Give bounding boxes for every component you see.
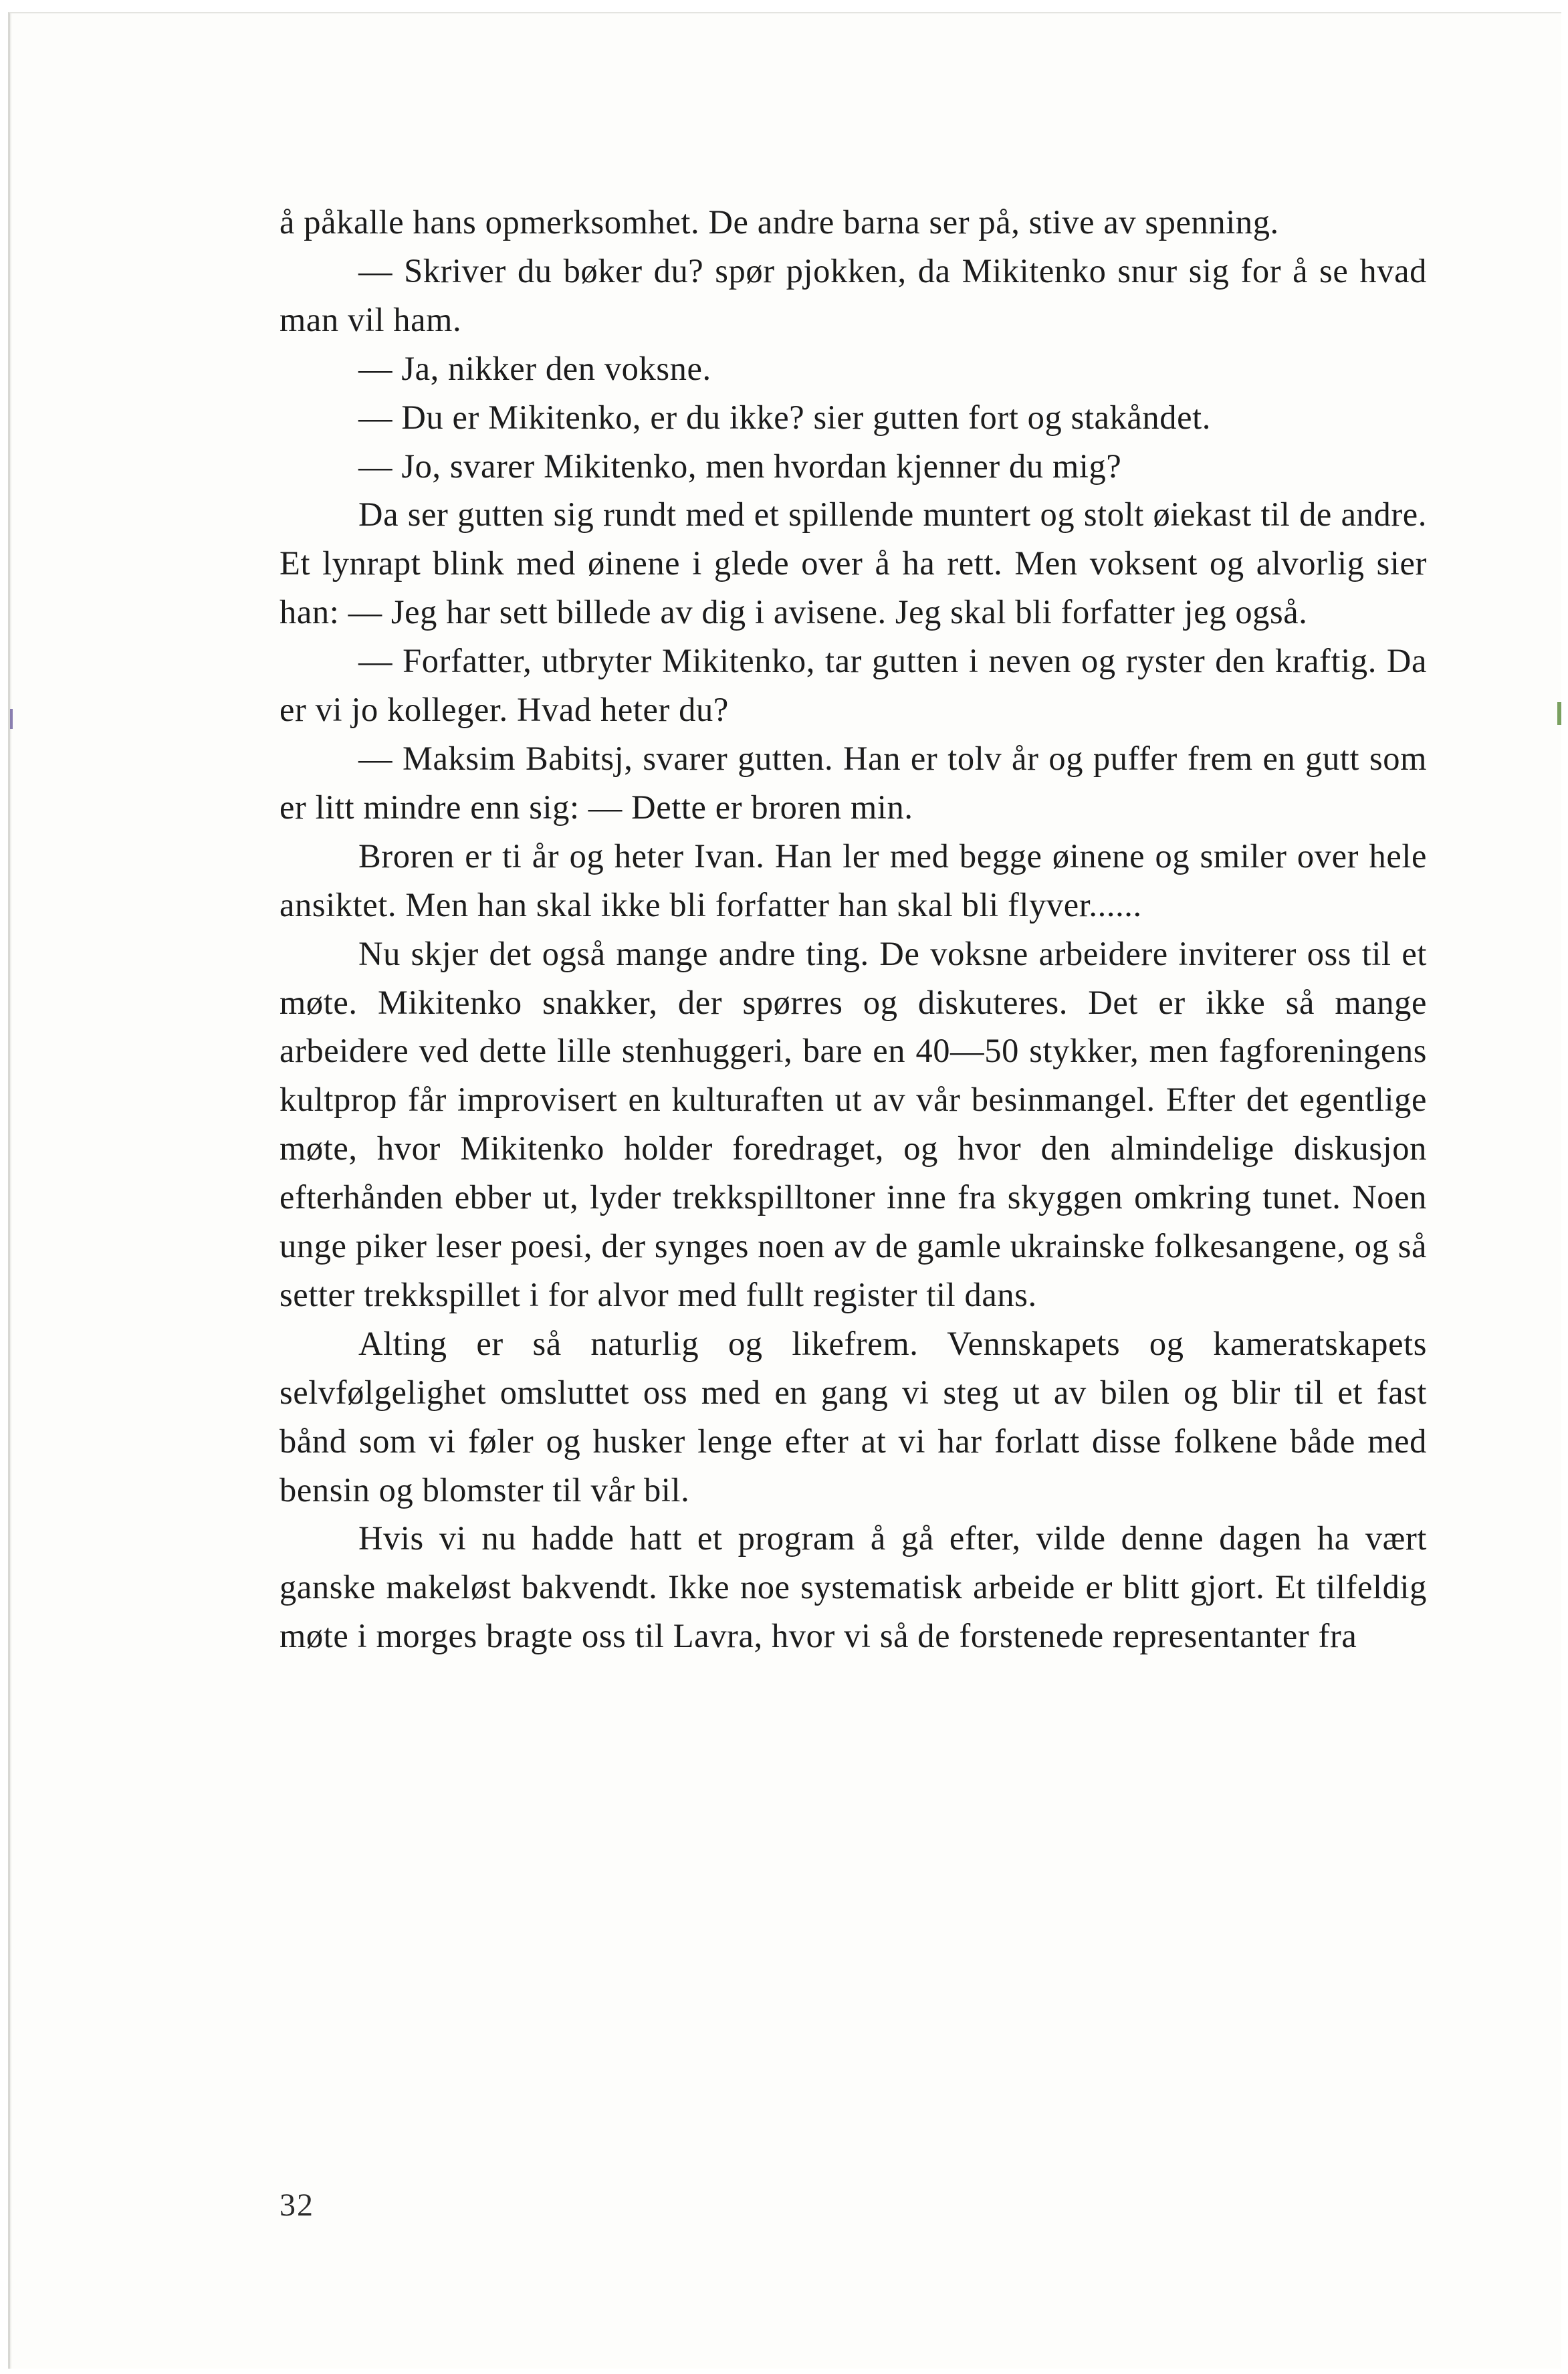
paragraph: Hvis vi nu hadde hatt et program å gå efter, vilde denne dagen ha vært ganske makeløst bakvendt. Ikke noe systematisk arbeide er blitt gjort. Et tilfeldig møte i morges bragte oss til Lavra, hvor vi så de forstenede representanter fra xyxy=(279,1519,1427,1655)
paragraph-dialogue: — Ja, nikker den voksne. xyxy=(358,349,711,387)
scan-edge-mark-left xyxy=(10,709,13,729)
page-number: 32 xyxy=(279,2187,314,2223)
paragraph-dialogue: — Maksim Babitsj, svarer gutten. Han er tolv år og puffer frem en gutt som er litt mindre enn sig: — Dette er broren min. xyxy=(279,739,1427,826)
paragraph-dialogue: — Jo, svarer Mikitenko, men hvordan kjenner du mig? xyxy=(358,447,1122,485)
scan-edge-mark-right xyxy=(1557,702,1561,725)
paragraph: Nu skjer det også mange andre ting. De voksne arbeidere inviterer oss til et møte. Mikitenko snakker, der spørres og diskuteres. Det er ikke så mange arbeidere ved dette lille stenhuggeri, bare en 40—50 stykker, men fagforeningens kultprop får improvisert en kulturaften ut av vår besinmangel. Efter det egentlige møte, hvor Mikitenko holder foredraget, og hvor den almindelige diskusjon efterhånden ebber ut, lyder trekkspilltoner inne fra skyggen omkring tunet. Noen unge piker leser poesi, der synges noen av de gamle ukrainske folkesangene, og så setter trekkspillet i for alvor med fullt register til dans. xyxy=(279,934,1427,1313)
paragraph-continuation: å påkalle hans opmerksomhet. De andre barna ser på, stive av spenning. xyxy=(279,203,1279,241)
paragraph-dialogue: — Skriver du bøker du? spør pjokken, da Mikitenko snur sig for å se hvad man vil ham. xyxy=(279,251,1427,338)
paragraph: Da ser gutten sig rundt med et spillende muntert og stolt øiekast til de andre. Et lynrapt blink med øinene i glede over å ha rett. Men voksent og alvorlig sier han: — Jeg har sett billede av dig i avisene. Jeg skal bli forfatter jeg også. xyxy=(279,496,1427,631)
body-text xyxy=(279,198,1427,1660)
paragraph: Alting er så naturlig og likefrem. Vennskapets og kameratskapets selvfølgelighet omsluttet oss med en gang vi steg ut av bilen og blir til et fast bånd som vi føler og husker lenge efter at vi har forlatt disse folkene både med bensin og blomster til vår bil. xyxy=(279,1324,1427,1509)
paragraph: Broren er ti år og heter Ivan. Han ler med begge øinene og smiler over hele ansiktet. Men han skal ikke bli forfatter han skal bli flyver...... xyxy=(279,837,1427,924)
paragraph-dialogue: — Forfatter, utbryter Mikitenko, tar gutten i neven og ryster den kraftig. Da er vi jo kolleger. Hvad heter du? xyxy=(279,642,1427,729)
paragraph-dialogue: — Du er Mikitenko, er du ikke? sier gutten fort og stakåndet. xyxy=(358,398,1211,436)
